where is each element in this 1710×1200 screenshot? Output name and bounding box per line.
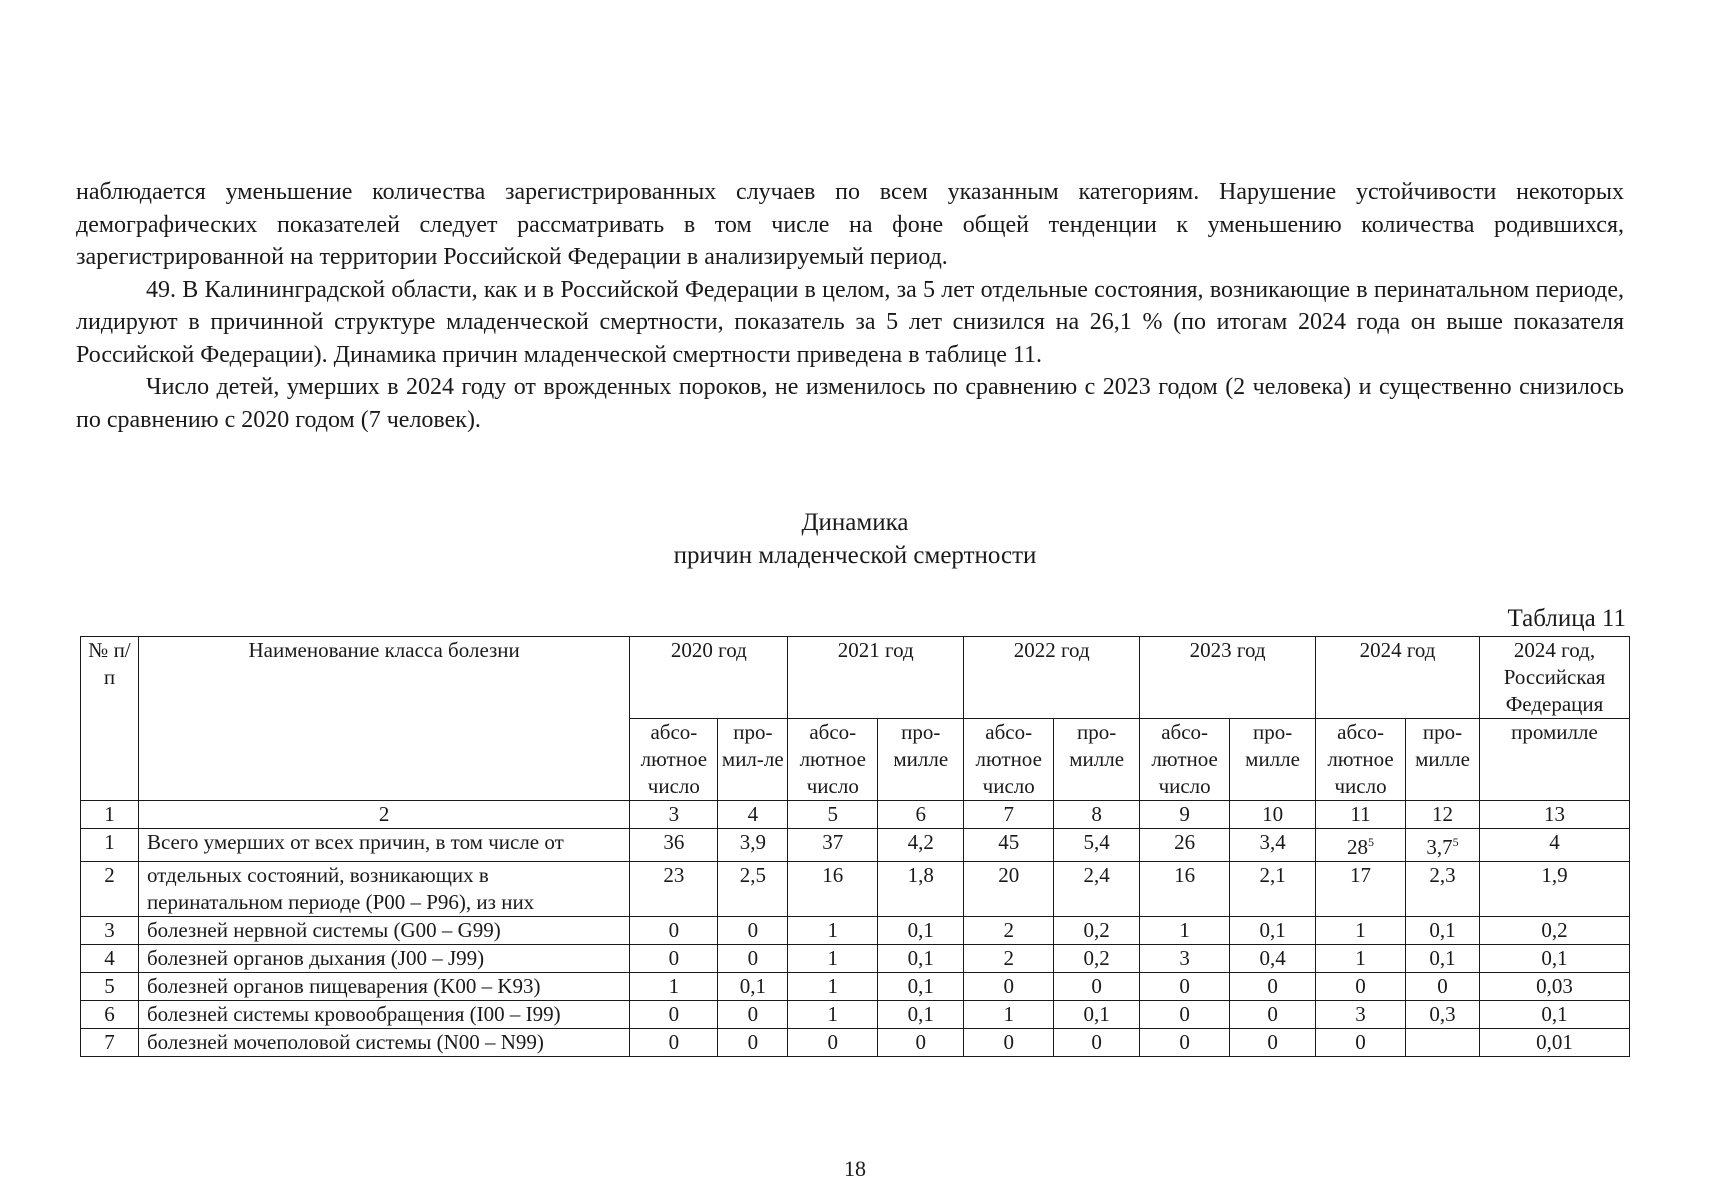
cell-rf-permille: 0,1	[1480, 1001, 1630, 1029]
cell-2024-absolute: 1	[1316, 917, 1406, 945]
cell-2023-absolute: 16	[1140, 862, 1230, 917]
header-2020: 2020 год	[630, 637, 788, 719]
cell-2023-permille: 2,1	[1230, 862, 1316, 917]
cell-rf-permille: 0,01	[1480, 1029, 1630, 1057]
cell-2021-permille: 0,1	[878, 973, 964, 1001]
cell-rf-permille: 0,1	[1480, 945, 1630, 973]
table-row	[81, 829, 1630, 862]
cell-2023-permille: 0	[1230, 1001, 1316, 1029]
cell-2022-permille: 0	[1054, 973, 1140, 1001]
cell-2023-absolute: 3	[1140, 945, 1230, 973]
cell-2024-permille: 0,3	[1406, 1001, 1480, 1029]
column-number: 11	[1316, 801, 1406, 829]
column-number: 7	[964, 801, 1054, 829]
cell-2020-permille: 0	[718, 945, 788, 973]
cell-2024-absolute: 1	[1316, 945, 1406, 973]
cell-2024-permille: 0,1	[1406, 917, 1480, 945]
cell-2024-absolute	[1316, 829, 1406, 862]
cell-2021-permille: 0,1	[878, 945, 964, 973]
cell-2023-permille: 0,1	[1230, 917, 1316, 945]
cell-2020-permille: 2,5	[718, 862, 788, 917]
cell-value: 28	[1347, 835, 1369, 859]
cell-2023-permille: 0	[1230, 1029, 1316, 1057]
cell-2021-permille: 0	[878, 1029, 964, 1057]
cell-2022-absolute: 20	[964, 862, 1054, 917]
table-title-line-2: причин младенческой смертности	[673, 542, 1037, 569]
row-number: 3	[81, 917, 139, 945]
header-row-years	[81, 637, 1630, 719]
table-row	[81, 862, 1630, 917]
table-label: Таблица 11	[1507, 605, 1626, 632]
cell-2024-permille: 2,3	[1406, 862, 1480, 917]
cell-rf-permille: 0,2	[1480, 917, 1630, 945]
header-2023-absolute: абсо-лютное число	[1140, 719, 1230, 801]
header-2022-permille: про-милле	[1054, 719, 1140, 801]
cell-2022-absolute: 45	[964, 829, 1054, 862]
cell-2023-permille: 3,4	[1230, 829, 1316, 862]
header-disease-class: Наименование класса болезни	[138, 637, 629, 801]
row-number: 5	[81, 973, 139, 1001]
cell-2021-absolute: 16	[788, 862, 878, 917]
cell-2020-absolute: 0	[630, 945, 718, 973]
table-row	[81, 1001, 1630, 1029]
header-2022: 2022 год	[964, 637, 1140, 719]
cell-2020-permille: 3,9	[718, 829, 788, 862]
cell-2022-absolute: 0	[964, 1029, 1054, 1057]
header-2020-absolute: абсо-лютное число	[630, 719, 718, 801]
page-number: 18	[844, 1156, 866, 1181]
cell-2022-absolute: 2	[964, 945, 1054, 973]
header-rf-permille: промилле	[1480, 719, 1630, 801]
cell-2024-permille: 0	[1406, 973, 1480, 1001]
cell-2023-absolute: 0	[1140, 1001, 1230, 1029]
column-number: 5	[788, 801, 878, 829]
header-2024-rf: 2024 год, Российская Федерация	[1480, 637, 1630, 719]
cell-2020-absolute: 23	[630, 862, 718, 917]
column-number: 10	[1230, 801, 1316, 829]
cell-rf-permille: 4	[1480, 829, 1630, 862]
table-row	[81, 917, 1630, 945]
body-text	[76, 176, 1624, 436]
header-2020-permille: про-мил-ле	[718, 719, 788, 801]
cell-2024-absolute: 3	[1316, 1001, 1406, 1029]
cell-2021-absolute: 0	[788, 1029, 878, 1057]
disease-class-name: болезней органов пищеварения (K00 – K93)	[138, 973, 629, 1001]
cell-2024-permille: 0,1	[1406, 945, 1480, 973]
cell-2024-permille	[1406, 829, 1480, 862]
cell-2021-permille: 4,2	[878, 829, 964, 862]
cell-2020-absolute: 0	[630, 917, 718, 945]
row-number: 7	[81, 1029, 139, 1057]
column-number: 1	[81, 801, 139, 829]
header-2024: 2024 год	[1316, 637, 1480, 719]
paragraph-1: наблюдается уменьшение количества зарегистрированных случаев по всем указанным категориям. Нарушение устойчивости некоторых демографических показателей следует рассматривать в том числе на фоне общей тенденции к уменьшению количества родившихся, зарегистрированной на территории Российской Федерации в анализируемый период.	[76, 179, 1624, 270]
header-2024-permille: про-милле	[1406, 719, 1480, 801]
disease-class-name: болезней органов дыхания (J00 – J99)	[138, 945, 629, 973]
row-number: 4	[81, 945, 139, 973]
cell-2020-absolute: 1	[630, 973, 718, 1001]
footnote-mark: 5	[1368, 835, 1375, 849]
header-2023-permille: про-милле	[1230, 719, 1316, 801]
column-number: 12	[1406, 801, 1480, 829]
column-number: 6	[878, 801, 964, 829]
row-number: 1	[81, 829, 139, 862]
cell-2020-permille: 0,1	[718, 973, 788, 1001]
footnote-mark: 5	[1452, 835, 1459, 849]
cell-2022-permille: 0,2	[1054, 917, 1140, 945]
cell-2022-permille: 2,4	[1054, 862, 1140, 917]
column-number: 13	[1480, 801, 1630, 829]
cell-2020-absolute: 36	[630, 829, 718, 862]
column-number: 2	[138, 801, 629, 829]
cell-2020-absolute: 0	[630, 1001, 718, 1029]
cell-2020-absolute: 0	[630, 1029, 718, 1057]
column-number: 3	[630, 801, 718, 829]
paragraph-2: 49. В Калининградской области, как и в Российской Федерации в целом, за 5 лет отдельные состояния, возникающие в перинатальном периоде, лидируют в причинной структуре младенческой смертности, показатель за 5 лет снизился на 26,1 % (по итогам 2024 года он выше показателя Российской Федерации). Динамика причин младенческой смертности приведена в таблице 11.	[76, 276, 1624, 368]
cell-2023-permille: 0	[1230, 973, 1316, 1001]
cell-2021-permille: 1,8	[878, 862, 964, 917]
cell-2022-permille: 0,1	[1054, 1001, 1140, 1029]
cell-2024-absolute: 0	[1316, 1029, 1406, 1057]
row-number: 6	[81, 1001, 139, 1029]
cell-2021-permille: 0,1	[878, 917, 964, 945]
table-row	[81, 973, 1630, 1001]
header-2022-absolute: абсо-лютное число	[964, 719, 1054, 801]
cell-2020-permille: 0	[718, 1029, 788, 1057]
cell-rf-permille: 0,03	[1480, 973, 1630, 1001]
cell-2023-absolute: 0	[1140, 973, 1230, 1001]
cell-value: 3,7	[1426, 835, 1453, 859]
infant-mortality-table	[80, 636, 1630, 1057]
cell-2022-absolute: 1	[964, 1001, 1054, 1029]
header-2021-absolute: абсо-лютное число	[788, 719, 878, 801]
paragraph-3: Число детей, умерших в 2024 году от врожденных пороков, не изменилось по сравнению с 2023 годом (2 человека) и существенно снизилось по сравнению с 2020 годом (7 человек).	[76, 374, 1624, 433]
cell-2022-permille: 5,4	[1054, 829, 1140, 862]
cell-2021-absolute: 1	[788, 1001, 878, 1029]
header-2023: 2023 год	[1140, 637, 1316, 719]
disease-class-name: Всего умерших от всех причин, в том числе от	[138, 829, 629, 862]
cell-2023-permille: 0,4	[1230, 945, 1316, 973]
cell-2024-absolute: 0	[1316, 973, 1406, 1001]
table-row	[81, 1029, 1630, 1057]
header-num: № п/п	[81, 637, 139, 801]
disease-class-name: отдельных состояний, возникающих в перинатальном периоде (Р00 – Р96), из них	[138, 862, 629, 917]
disease-class-name: болезней нервной системы (G00 – G99)	[138, 917, 629, 945]
cell-2021-permille: 0,1	[878, 1001, 964, 1029]
cell-2022-permille: 0,2	[1054, 945, 1140, 973]
cell-2021-absolute: 1	[788, 917, 878, 945]
cell-2022-absolute: 2	[964, 917, 1054, 945]
cell-rf-permille: 1,9	[1480, 862, 1630, 917]
header-2021-permille: про-милле	[878, 719, 964, 801]
table-title-line-1: Динамика	[801, 509, 909, 536]
cell-2022-absolute: 0	[964, 973, 1054, 1001]
table-row	[81, 945, 1630, 973]
cell-2024-absolute: 17	[1316, 862, 1406, 917]
column-number: 4	[718, 801, 788, 829]
column-number: 8	[1054, 801, 1140, 829]
cell-2023-absolute: 26	[1140, 829, 1230, 862]
cell-2020-permille: 0	[718, 917, 788, 945]
cell-2023-absolute: 0	[1140, 1029, 1230, 1057]
cell-2022-permille: 0	[1054, 1029, 1140, 1057]
header-2024-absolute: абсо-лютное число	[1316, 719, 1406, 801]
disease-class-name: болезней мочеполовой системы (N00 – N99)	[138, 1029, 629, 1057]
cell-2021-absolute: 37	[788, 829, 878, 862]
disease-class-name: болезней системы кровообращения (I00 – I99)	[138, 1001, 629, 1029]
cell-2021-absolute: 1	[788, 945, 878, 973]
cell-2020-permille: 0	[718, 1001, 788, 1029]
cell-2023-absolute: 1	[1140, 917, 1230, 945]
header-row-column-numbers	[81, 801, 1630, 829]
header-2021: 2021 год	[788, 637, 964, 719]
cell-2021-absolute: 1	[788, 973, 878, 1001]
column-number: 9	[1140, 801, 1230, 829]
row-number: 2	[81, 862, 139, 917]
table-title	[0, 506, 1710, 572]
cell-2024-permille	[1406, 1029, 1480, 1057]
